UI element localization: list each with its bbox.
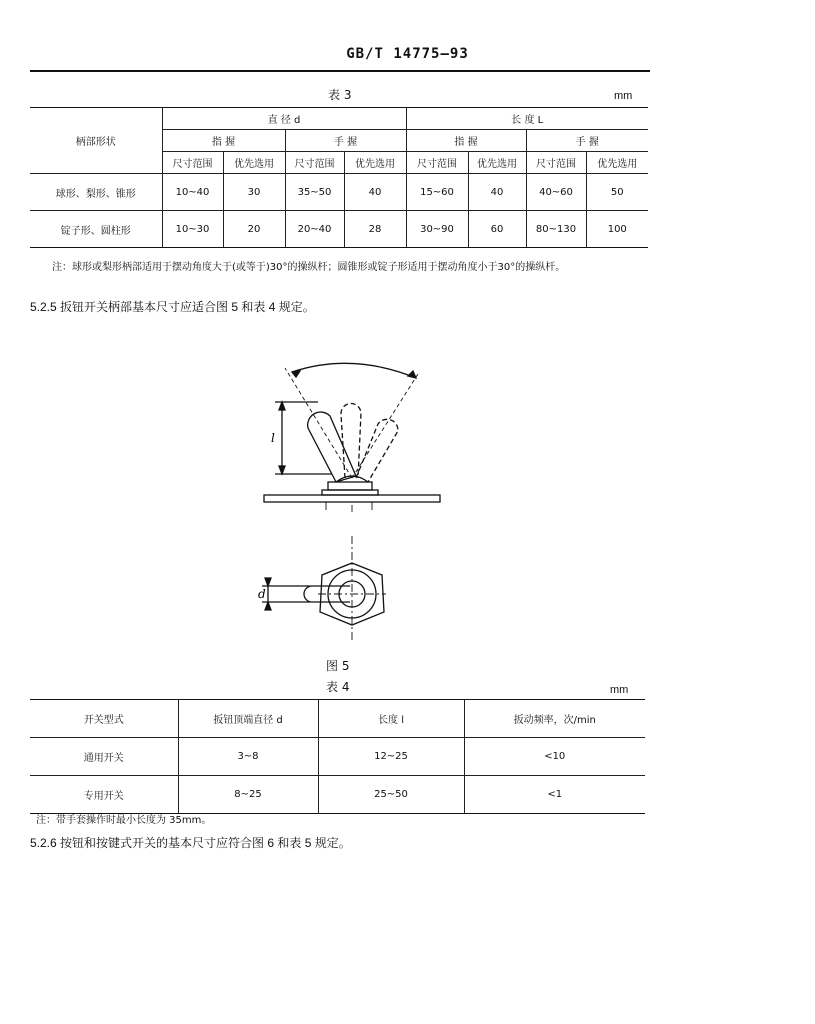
cell: 60 [468,211,526,248]
cell: 35~50 [285,174,344,211]
cell-shape: 锭子形、圆柱形 [30,211,162,248]
dim-label-d: d [258,587,266,601]
section-5-2-5: 5.2.5 扳钮开关柄部基本尺寸应适合图 5 和表 4 规定。 [30,300,315,314]
table4-unit: mm [610,684,629,696]
lever-solid [308,412,356,482]
cell: 50 [586,174,648,211]
cell: 28 [344,211,406,248]
table3-note: 注：球形或梨形柄部适用于摆动角度大于(或等于)30°的操纵杆；圆锥形或锭子形适用于摆动角度小于30°的操纵杆。 [52,262,566,273]
cell: 10~40 [162,174,223,211]
cell: <10 [464,738,645,776]
header-finger-grip: 指 握 [162,130,285,152]
cell: 3~8 [178,738,318,776]
header-switch-type: 开关型式 [30,700,178,738]
cell: 40 [344,174,406,211]
header-tip-diameter: 扳钮顶端直径 d [178,700,318,738]
header-range: 尺寸范围 [285,152,344,174]
header-frequency: 扳动频率，次/min [464,700,645,738]
cell: 80~130 [526,211,586,248]
table-row [30,776,645,814]
cell: 30~90 [406,211,468,248]
cell: 40~60 [526,174,586,211]
header-preferred: 优先选用 [223,152,285,174]
cell: 通用开关 [30,738,178,776]
header-preferred: 优先选用 [344,152,406,174]
cell: 专用开关 [30,776,178,814]
cell: 25~50 [318,776,464,814]
cell: 10~30 [162,211,223,248]
header-finger-grip: 指 握 [406,130,526,152]
cell: 100 [586,211,648,248]
cell-shape: 球形、梨形、锥形 [30,174,162,211]
cell: <1 [464,776,645,814]
cell: 40 [468,174,526,211]
cell: 20~40 [285,211,344,248]
header-diameter: 直 径 d [162,108,406,130]
page-header: GB/T 14775—93 [346,46,469,62]
cell: 30 [223,174,285,211]
section-5-2-6: 5.2.6 按钮和按键式开关的基本尺寸应符合图 6 和表 5 规定。 [30,836,351,850]
table3-unit: mm [614,90,633,102]
header-shape: 柄部形状 [30,108,162,174]
cell: 15~60 [406,174,468,211]
header-length: 长度 l [318,700,464,738]
header-length: 长 度 L [406,108,648,130]
figure5-caption: 图 5 [326,659,350,673]
header-range: 尺寸范围 [162,152,223,174]
table4-caption: 表 4 [326,680,350,694]
cell: 12~25 [318,738,464,776]
table-row [30,738,645,776]
angle-arc [292,363,416,378]
header-preferred: 优先选用 [586,152,648,174]
dim-label-l: l [271,431,275,445]
table4-note: 注：带手套操作时最小长度为 35mm。 [36,815,212,826]
table-4 [30,699,645,814]
header-preferred: 优先选用 [468,152,526,174]
header-hand-grip: 手 握 [285,130,406,152]
header-range: 尺寸范围 [406,152,468,174]
header-range: 尺寸范围 [526,152,586,174]
table3-caption: 表 3 [328,88,352,102]
header-hand-grip: 手 握 [526,130,648,152]
cell: 8~25 [178,776,318,814]
cell: 20 [223,211,285,248]
